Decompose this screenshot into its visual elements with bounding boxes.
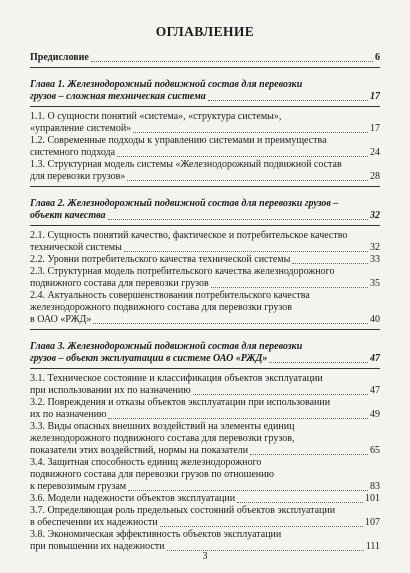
- toc-entry-last-line: [30, 171, 380, 183]
- toc-entry-line: 2.2. Уровни потребительского качества технической системы: [30, 254, 291, 265]
- toc-entry-page: 17: [370, 123, 380, 134]
- toc-entry-line: к перевозимым грузам: [30, 481, 127, 492]
- toc-entry-line: «управление системой»: [30, 123, 132, 134]
- toc-entry-last-line: [30, 517, 380, 529]
- toc-entry-line: 2.4. Актуальность совершенствования потребительского качества: [30, 290, 310, 301]
- toc-entry-line: их по назначению: [30, 409, 107, 420]
- toc-section-entry: [30, 373, 380, 397]
- toc-chapters: [30, 79, 380, 553]
- toc-section-entry: [30, 505, 380, 529]
- toc-entry-line: в обеспечении их надежности: [30, 517, 158, 528]
- toc-section-entry: [30, 529, 380, 553]
- toc-section-entry: [30, 135, 380, 159]
- toc-entry-line: технической системы: [30, 242, 122, 253]
- toc-entry-line: объект качества: [30, 210, 106, 221]
- divider: [30, 368, 380, 369]
- divider: [30, 186, 380, 187]
- toc-preface: [30, 52, 380, 64]
- toc-section-entry: [30, 266, 380, 290]
- toc-section-entry: [30, 493, 380, 505]
- toc-entry-line: грузов – объект эксплуатации в системе ОАО «РЖД»: [30, 353, 268, 364]
- table-of-contents: [30, 52, 380, 553]
- toc-preface-label: Предисловие: [30, 52, 89, 63]
- toc-entry-last-line: [30, 123, 380, 135]
- leader-dots: [250, 454, 368, 455]
- leader-dots: [108, 418, 368, 419]
- toc-section-entry: [30, 421, 380, 457]
- toc-section-entry: [30, 159, 380, 183]
- toc-entry-line: подвижного состава для перевозки грузов: [30, 278, 209, 289]
- toc-entry-page: 111: [365, 541, 380, 552]
- toc-entry-page: 101: [365, 493, 380, 504]
- toc-entry-page: 107: [365, 517, 380, 528]
- toc-entry-page: 33: [370, 254, 380, 265]
- toc-entry-last-line: [30, 409, 380, 421]
- toc-entry-last-line: [30, 210, 380, 222]
- toc-entry-line: Глава 2. Железнодорожный подвижной состав для перевозки грузов –: [30, 198, 339, 209]
- toc-entry-line: 3.2. Повреждения и отказы объектов эксплуатации при использовании: [30, 397, 331, 408]
- leader-dots: [211, 287, 368, 288]
- toc-entry-line: 1.1. О сущности понятий «система», «структура системы»,: [30, 111, 282, 122]
- toc-chapter-heading: [30, 79, 380, 103]
- toc-entry-last-line: [30, 314, 380, 326]
- toc-entry-line: при повышении их надежности: [30, 541, 165, 552]
- leader-dots: [128, 490, 368, 491]
- toc-entry-last-line: [30, 445, 380, 457]
- toc-entry-page: 24: [370, 147, 380, 158]
- toc-preface-page: 6: [375, 52, 380, 63]
- leader-dots: [91, 61, 373, 62]
- toc-entry-line: 3.3. Виды опасных внешних воздействий на элементы единиц: [30, 421, 295, 432]
- divider: [30, 225, 380, 226]
- leader-dots: [269, 362, 368, 363]
- leader-dots: [292, 263, 368, 264]
- toc-entry-page: 32: [370, 242, 380, 253]
- toc-chapter-heading: [30, 198, 380, 222]
- toc-section-entry: [30, 111, 380, 135]
- toc-entry-line: 3.6. Модели надежности объектов эксплуатации: [30, 493, 236, 504]
- toc-entry-line: системного подхода: [30, 147, 116, 158]
- toc-section-entry: [30, 254, 380, 266]
- toc-entry-page: 47: [370, 385, 380, 396]
- leader-dots: [160, 526, 363, 527]
- toc-chapter-heading: [30, 341, 380, 365]
- divider: [30, 329, 380, 330]
- toc-entry-last-line: [30, 254, 380, 266]
- toc-entry-line: 2.3. Структурная модель потребительского качества железнодорожного: [30, 266, 335, 277]
- toc-entry-line: железнодорожного подвижного состава для перевозки грузов,: [30, 433, 295, 444]
- leader-dots: [93, 323, 368, 324]
- page-title: ОГЛАВЛЕНИЕ: [155, 24, 255, 39]
- toc-entry-last-line: [30, 278, 380, 290]
- toc-entry-line: 2.1. Сущность понятий качество, фактическое и потребительское качество: [30, 230, 348, 241]
- page-number: 3: [202, 551, 208, 562]
- toc-entry-page: 49: [370, 409, 380, 420]
- toc-entry-last-line: [30, 242, 380, 254]
- toc-entry-page: 65: [370, 445, 380, 456]
- divider: [30, 67, 380, 68]
- toc-entry-line: в ОАО «РЖД»: [30, 314, 92, 325]
- toc-entry-page: 47: [370, 353, 380, 364]
- toc-entry-line: Глава 1. Железнодорожный подвижной состав для перевозки: [30, 79, 303, 90]
- toc-entry-page: 35: [370, 278, 380, 289]
- leader-dots: [133, 132, 368, 133]
- toc-entry-line: 3.7. Определяющая роль предельных состояний объектов эксплуатации: [30, 505, 336, 516]
- toc-chapter-block: [30, 79, 380, 198]
- toc-entry-page: 17: [370, 91, 380, 102]
- toc-entry-line: грузов – сложная техническая система: [30, 91, 206, 102]
- toc-entry-line: при использовании их по назначению: [30, 385, 191, 396]
- toc-entry-line: для перевозки грузов»: [30, 171, 126, 182]
- toc-entry-last-line: [30, 481, 380, 493]
- toc-entry-page: 40: [370, 314, 380, 325]
- toc-entry-last-line: [30, 91, 380, 103]
- leader-dots: [193, 394, 368, 395]
- toc-chapter-block: [30, 198, 380, 341]
- toc-entry-page: 83: [370, 481, 380, 492]
- divider: [30, 106, 380, 107]
- toc-section-entry: [30, 290, 380, 326]
- toc-entry-line: Глава 3. Железнодорожный подвижной состав для перевозки: [30, 341, 303, 352]
- leader-dots: [127, 180, 368, 181]
- toc-entry-last-line: [30, 147, 380, 159]
- toc-entry-page: 32: [370, 210, 380, 221]
- toc-entry-line: 3.4. Защитная способность единиц железнодорожного: [30, 457, 262, 468]
- toc-chapter-block: [30, 341, 380, 553]
- toc-entry-line: 3.8. Экономическая эффективность объектов эксплуатации: [30, 529, 282, 540]
- toc-entry-line: подвижного состава для перевозки грузов по отношению: [30, 469, 274, 480]
- leader-dots: [117, 156, 368, 157]
- toc-section-entry: [30, 457, 380, 493]
- toc-entry-line: 1.2. Современные подходы к управлению системами и преимущества: [30, 135, 327, 146]
- leader-dots: [108, 219, 368, 220]
- toc-entry-line: 1.3. Структурная модель системы «Железнодорожный подвижной состав: [30, 159, 342, 170]
- toc-section-entry: [30, 397, 380, 421]
- leader-dots: [124, 251, 368, 252]
- toc-entry-line: 3.1. Техническое состояние и классификация объектов эксплуатации: [30, 373, 323, 384]
- toc-entry-last-line: [30, 353, 380, 365]
- toc-entry-line: железнодорожного подвижного состава для перевозки грузов: [30, 302, 292, 313]
- leader-dots: [208, 100, 368, 101]
- toc-entry-page: 28: [370, 171, 380, 182]
- toc-entry-last-line: [30, 385, 380, 397]
- toc-section-entry: [30, 230, 380, 254]
- toc-entry-line: показатели этих воздействий, нормы на показатели: [30, 445, 249, 456]
- leader-dots: [237, 502, 363, 503]
- toc-entry-last-line: [30, 493, 380, 505]
